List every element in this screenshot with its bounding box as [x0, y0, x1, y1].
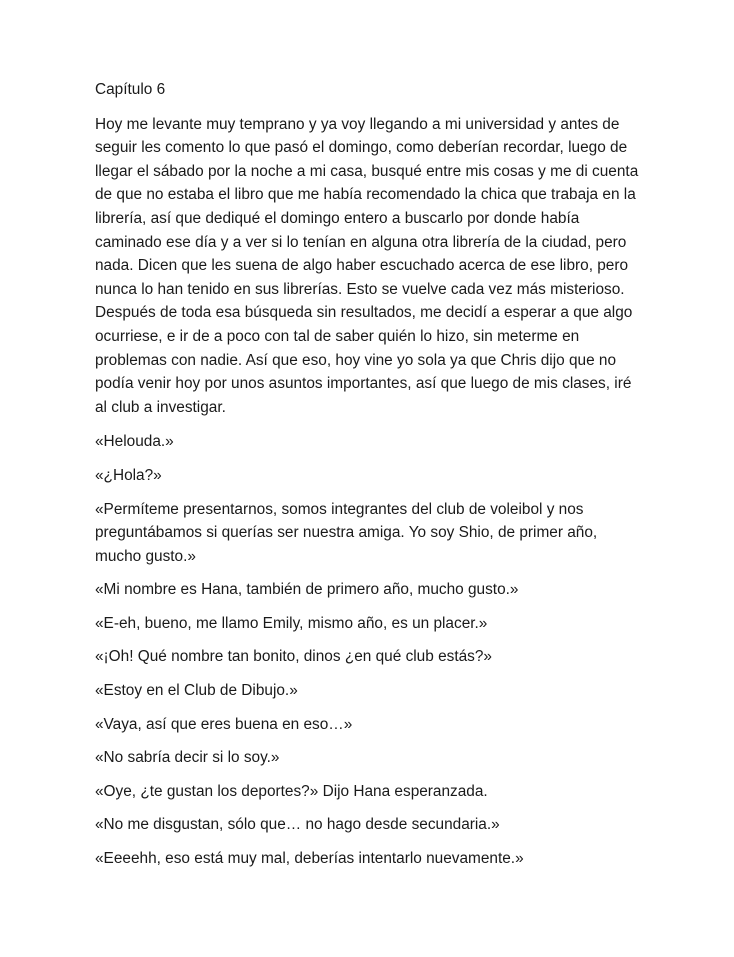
dialogue-line: «No me disgustan, sólo que… no hago desde secundaria.»	[95, 816, 500, 834]
dialogue-line: «Vaya, así que eres buena en eso…»	[95, 715, 353, 733]
dialogue-line: «Eeeehh, eso está muy mal, deberías intentarlo nuevamente.»	[95, 850, 524, 868]
dialogue-line: «Estoy en el Club de Dibujo.»	[95, 682, 298, 700]
dialogue-line: «¿Hola?»	[95, 466, 162, 484]
dialogue-line: «Mi nombre es Hana, también de primero año, mucho gusto.»	[95, 581, 519, 599]
dialogue-line: «Permíteme presentarnos, somos integrantes del club de voleibol y nos preguntábamos si querías ser nuestra amiga. Yo soy Shio, de primer año, mucho gusto.»	[95, 500, 598, 565]
chapter-title: Capítulo 6	[95, 81, 166, 98]
document-page	[95, 78, 645, 881]
dialogue-line: «E-eh, bueno, me llamo Emily, mismo año, es un placer.»	[95, 614, 488, 632]
dialogue-line: «¡Oh! Qué nombre tan bonito, dinos ¿en qué club estás?»	[95, 648, 492, 666]
intro-paragraph: Hoy me levante muy temprano y ya voy llegando a mi universidad y antes de seguir les comento lo que pasó el domingo, como deberían recordar, luego de llegar el sábado por la noche a mi casa, busqué entre mis cosas y me di cuenta de que no estaba el libro que me había recomendado la chica que trabaja en la librería, así que dediqué el domingo entero a buscarlo por donde había caminado ese día y a ver si lo tenían en alguna otra librería de la ciudad, pero nada. Dicen que les suena de algo haber escuchado acerca de ese libro, pero nunca lo han tenido en sus librerías. Esto se vuelve cada vez más misterioso. Después de toda esa búsqueda sin resultados, me decidí a esperar a que algo ocurriese, e ir de a poco con tal de saber quién lo hizo, sin meterme en problemas con nadie. Así que eso, hoy vine yo sola ya que Chris dijo que no podía venir hoy por unos asuntos importantes, así que luego de mis clases, iré al club a investigar.	[95, 115, 639, 416]
dialogue-line: «Oye, ¿te gustan los deportes?» Dijo Hana esperanzada.	[95, 782, 488, 800]
dialogue-line: «Helouda.»	[95, 433, 174, 451]
dialogue-line: «No sabría decir si lo soy.»	[95, 749, 280, 767]
